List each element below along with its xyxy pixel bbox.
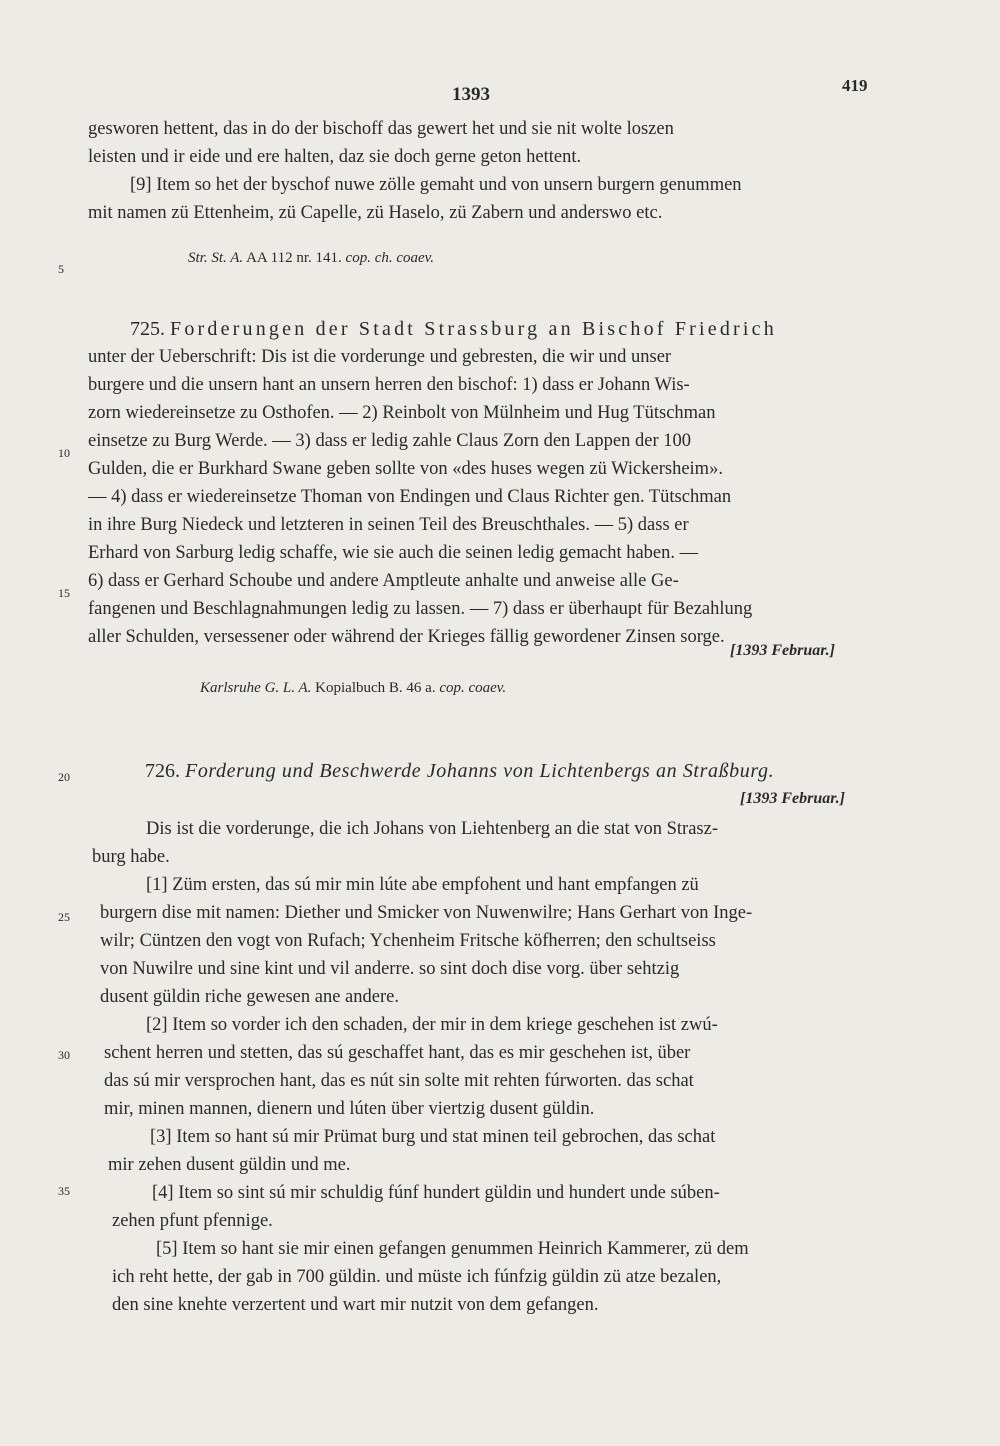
text-line: Erhard von Sarburg ledig schaffe, wie sie auch die seinen ledig gemacht haben. — [88, 543, 699, 563]
text-line: unter der Ueberschrift: Dis ist die vorderunge und gebresten, die wir und unser [88, 347, 672, 367]
text-line: [1] Züm ersten, das sú mir min lúte abe empfohent und hant empfangen zü [146, 875, 699, 895]
text-line: [5] Item so hant sie mir einen gefangen genummen Heinrich Kammerer, zü dem [156, 1239, 749, 1259]
source-citation [200, 680, 506, 697]
margin-line-number: 10 [58, 446, 70, 460]
text-line: Gulden, die er Burkhard Swane geben sollte von «des huses wegen zü Wickersheim». [88, 459, 723, 479]
text-line: 6) dass er Gerhard Schoube und andere Amptleute anhalte und anweise alle Ge- [88, 571, 679, 591]
text-line: — 4) dass er wiedereinsetze Thoman von Endingen und Claus Richter gen. Tütschman [88, 487, 732, 507]
text-line: mir zehen dusent güldin und me. [108, 1155, 351, 1175]
document-date: [1393 Februar.] [730, 642, 835, 659]
text-line: zorn wiedereinsetze zu Osthofen. — 2) Reinbolt von Mülnheim und Hug Tütschman [88, 403, 716, 423]
text-line: burgern dise mit namen: Diether und Smicker von Nuwenwilre; Hans Gerhart von Inge- [100, 903, 753, 923]
text-line: [2] Item so vorder ich den schaden, der mir in dem kriege geschehen ist zwú- [146, 1015, 718, 1035]
text-line: aller Schulden, versessener oder während der Krieges fällig gewordener Zinsen sorge. [88, 627, 725, 647]
document-title: Forderung und Beschwerde Johanns von Lichtenbergs an Straßburg. [185, 760, 775, 782]
source-archive: Str. St. A. [188, 250, 244, 266]
margin-line-number: 5 [58, 262, 64, 276]
source-reference: Kopialbuch B. 46 a. [315, 680, 436, 696]
text-line: [3] Item so hant sú mir Prümat burg und stat minen teil gebrochen, das schat [150, 1127, 716, 1147]
text-line: gesworen hettent, das in do der bischoff das gewert het und sie nit wolte loszen [88, 119, 674, 139]
source-note: cop. coaev. [439, 680, 507, 696]
document-date: [1393 Februar.] [740, 790, 845, 807]
text-line: zehen pfunt pfennige. [112, 1211, 273, 1231]
text-line: schent herren und stetten, das sú geschaffet hant, das es mir geschehen ist, über [104, 1043, 691, 1063]
text-line: dusent güldin riche gewesen ane andere. [100, 987, 399, 1007]
text-line: Dis ist die vorderunge, die ich Johans von Liehtenberg an die stat von Strasz- [146, 819, 719, 839]
page-number: 419 [842, 76, 868, 95]
text-line: leisten und ir eide und ere halten, daz sie doch gerne geton hettent. [88, 147, 582, 167]
text-line: [9] Item so het der byschof nuwe zölle gemaht und von unsern burgern genummen [130, 175, 742, 195]
document-heading-726 [145, 760, 774, 783]
text-line: burgere und die unsern hant an unsern herren den bischof: 1) dass er Johann Wis- [88, 375, 690, 395]
text-line: in ihre Burg Niedeck und letzteren in seinen Teil des Breuschthales. — 5) dass er [88, 515, 689, 535]
text-line: wilr; Cüntzen den vogt von Rufach; Ychenheim Fritsche köfherren; den schultseiss [100, 931, 716, 951]
text-line: burg habe. [92, 847, 170, 867]
document-number: 726. [145, 760, 180, 782]
source-citation [188, 250, 434, 267]
document-heading-725 [130, 318, 777, 341]
text-line: mir, minen mannen, dienern und lúten über viertzig dusent güldin. [104, 1099, 595, 1119]
text-line: das sú mir versprochen hant, das es nút sin solte mit rehten fúrworten. das schat [104, 1071, 694, 1091]
source-note: cop. ch. coaev. [345, 250, 434, 266]
source-archive: Karlsruhe G. L. A. [200, 680, 312, 696]
running-header-year: 1393 [452, 84, 490, 105]
text-line: den sine knehte verzertent und wart mir nutzit von dem gefangen. [112, 1295, 599, 1315]
margin-line-number: 20 [58, 770, 70, 784]
source-reference: AA 112 nr. 141. [246, 250, 342, 266]
text-line: ich reht hette, der gab in 700 güldin. und müste ich fúnfzig güldin zü atze bezalen, [112, 1267, 722, 1287]
document-title: Forderungen der Stadt Strassburg an Bischof Friedrich [170, 318, 777, 340]
text-line: einsetze zu Burg Werde. — 3) dass er ledig zahle Claus Zorn den Lappen der 100 [88, 431, 691, 451]
margin-line-number: 15 [58, 586, 70, 600]
margin-line-number: 35 [58, 1184, 70, 1198]
text-line: mit namen zü Ettenheim, zü Capelle, zü Haselo, zü Zabern und anderswo etc. [88, 203, 663, 223]
margin-line-number: 30 [58, 1048, 70, 1062]
text-line: [4] Item so sint sú mir schuldig fúnf hundert güldin und hundert unde súben- [152, 1183, 720, 1203]
document-number: 725. [130, 318, 165, 340]
margin-line-number: 25 [58, 910, 70, 924]
text-line: von Nuwilre und sine kint und vil anderre. so sint doch dise vorg. über sehtzig [100, 959, 680, 979]
text-line: fangenen und Beschlagnahmungen ledig zu lassen. — 7) dass er überhaupt für Bezahlung [88, 599, 753, 619]
